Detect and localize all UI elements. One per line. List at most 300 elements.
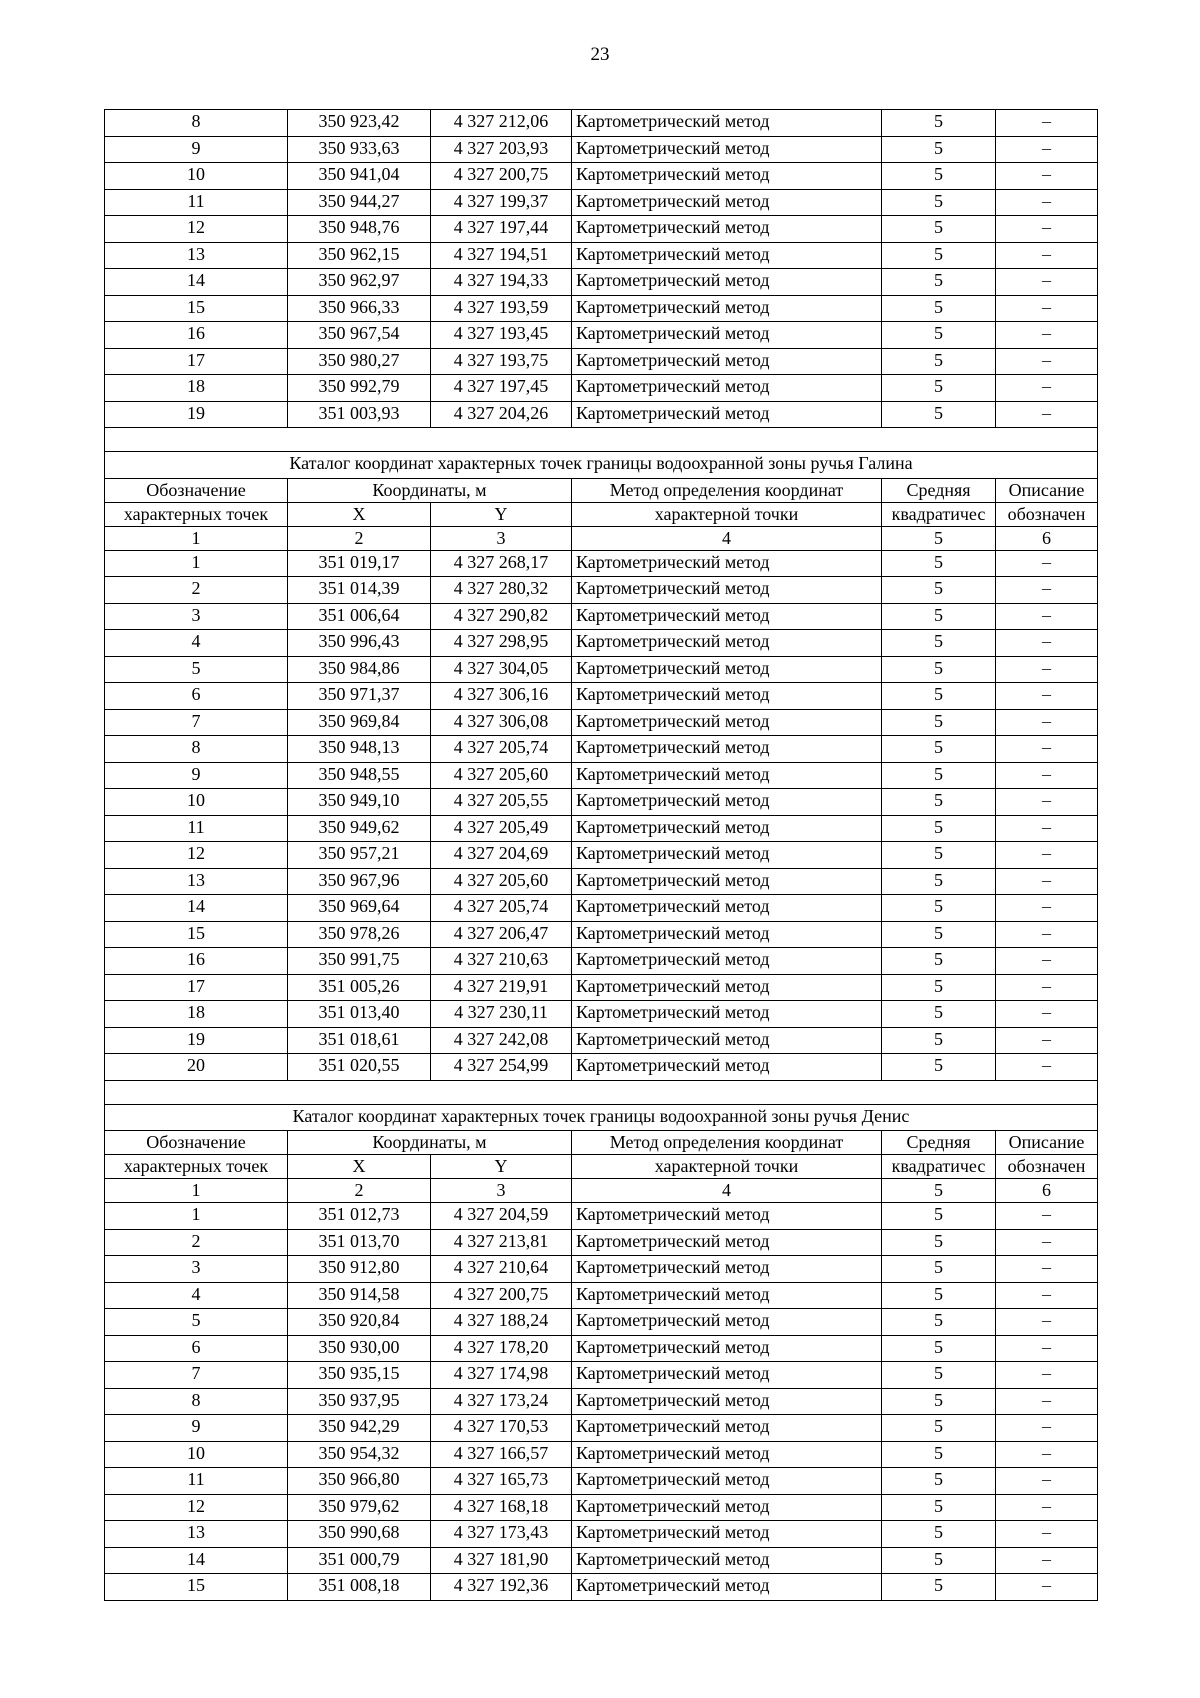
description-cell: – [996,736,1098,763]
x-coordinate: 350 930,00 [288,1335,431,1362]
y-coordinate: 4 327 204,69 [431,842,572,869]
method-cell: Картометрический метод [572,921,882,948]
y-coordinate: 4 327 306,16 [431,683,572,710]
description-cell: – [996,1441,1098,1468]
method-cell: Картометрический метод [572,577,882,604]
table-row [105,375,1098,402]
method-cell: Картометрический метод [572,163,882,190]
point-number: 1 [105,1203,288,1230]
y-coordinate: 4 327 165,73 [431,1468,572,1495]
header-x: X [288,1155,431,1179]
header-accuracy: Средняя [882,1131,996,1155]
point-number: 11 [105,1468,288,1495]
point-number: 17 [105,348,288,375]
point-number: 18 [105,1001,288,1028]
x-coordinate: 350 992,79 [288,375,431,402]
description-cell: – [996,789,1098,816]
method-cell: Картометрический метод [572,136,882,163]
y-coordinate: 4 327 204,59 [431,1203,572,1230]
description-cell: – [996,630,1098,657]
description-cell: – [996,163,1098,190]
description-cell: – [996,348,1098,375]
accuracy-cell: 5 [882,189,996,216]
y-coordinate: 4 327 280,32 [431,577,572,604]
method-cell: Картометрический метод [572,789,882,816]
point-number: 2 [105,1229,288,1256]
x-coordinate: 350 957,21 [288,842,431,869]
header-coordinates: Координаты, м [288,478,572,502]
accuracy-cell: 5 [882,736,996,763]
description-cell: – [996,110,1098,137]
table-row [105,1256,1098,1283]
description-cell: – [996,921,1098,948]
x-coordinate: 350 949,62 [288,815,431,842]
accuracy-cell: 5 [882,1574,996,1601]
header-column-number: 1 [105,526,288,550]
y-coordinate: 4 327 200,75 [431,163,572,190]
accuracy-cell: 5 [882,1256,996,1283]
point-number: 13 [105,1521,288,1548]
description-cell: – [996,974,1098,1001]
header-method-cont: характерной точки [572,502,882,526]
method-cell: Картометрический метод [572,110,882,137]
y-coordinate: 4 327 304,05 [431,656,572,683]
description-cell: – [996,1388,1098,1415]
method-cell: Картометрический метод [572,1203,882,1230]
table-row [105,1574,1098,1601]
y-coordinate: 4 327 298,95 [431,630,572,657]
point-number: 16 [105,948,288,975]
x-coordinate: 351 013,70 [288,1229,431,1256]
header-column-number: 2 [288,1179,431,1203]
header-column-number: 3 [431,1179,572,1203]
section-gap-row [105,428,1098,452]
point-number: 12 [105,1494,288,1521]
method-cell: Картометрический метод [572,295,882,322]
table-row [105,401,1098,428]
accuracy-cell: 5 [882,1521,996,1548]
method-cell: Картометрический метод [572,630,882,657]
point-number: 13 [105,242,288,269]
accuracy-cell: 5 [882,1415,996,1442]
header-description: Описание [996,1131,1098,1155]
accuracy-cell: 5 [882,1027,996,1054]
table-row [105,269,1098,296]
header-column-number: 5 [882,526,996,550]
x-coordinate: 350 978,26 [288,921,431,948]
x-coordinate: 350 937,95 [288,1388,431,1415]
table-row [105,577,1098,604]
header-accuracy: Средняя [882,478,996,502]
header-column-number: 6 [996,1179,1098,1203]
method-cell: Картометрический метод [572,868,882,895]
method-cell: Картометрический метод [572,1309,882,1336]
point-number: 15 [105,295,288,322]
method-cell: Картометрический метод [572,216,882,243]
header-column-number: 5 [882,1179,996,1203]
method-cell: Картометрический метод [572,842,882,869]
table-row [105,550,1098,577]
table-row [105,1468,1098,1495]
point-number: 14 [105,269,288,296]
table-row [105,842,1098,869]
description-cell: – [996,189,1098,216]
description-cell: – [996,1027,1098,1054]
y-coordinate: 4 327 199,37 [431,189,572,216]
accuracy-cell: 5 [882,242,996,269]
section-title-row [105,1104,1098,1131]
table-row [105,1001,1098,1028]
header-column-number: 4 [572,526,882,550]
y-coordinate: 4 327 205,49 [431,815,572,842]
x-coordinate: 350 935,15 [288,1362,431,1389]
y-coordinate: 4 327 193,75 [431,348,572,375]
header-row [105,1155,1098,1179]
header-column-number: 4 [572,1179,882,1203]
accuracy-cell: 5 [882,683,996,710]
description-cell: – [996,1309,1098,1336]
method-cell: Картометрический метод [572,1521,882,1548]
y-coordinate: 4 327 213,81 [431,1229,572,1256]
point-number: 6 [105,683,288,710]
point-number: 15 [105,921,288,948]
table-row [105,295,1098,322]
section-title: Каталог координат характерных точек границы водоохранной зоны ручья Денис [105,1104,1098,1131]
description-cell: – [996,1574,1098,1601]
x-coordinate: 350 914,58 [288,1282,431,1309]
y-coordinate: 4 327 194,33 [431,269,572,296]
x-coordinate: 350 912,80 [288,1256,431,1283]
point-number: 8 [105,1388,288,1415]
point-number: 12 [105,216,288,243]
x-coordinate: 350 933,63 [288,136,431,163]
section-gap-row [105,1080,1098,1104]
point-number: 12 [105,842,288,869]
x-coordinate: 350 948,76 [288,216,431,243]
y-coordinate: 4 327 188,24 [431,1309,572,1336]
table-row [105,1415,1098,1442]
table-row [105,762,1098,789]
table-row [105,348,1098,375]
method-cell: Картометрический метод [572,1054,882,1081]
page-number: 23 [590,44,610,65]
y-coordinate: 4 327 230,11 [431,1001,572,1028]
description-cell: – [996,603,1098,630]
y-coordinate: 4 327 212,06 [431,110,572,137]
x-coordinate: 351 014,39 [288,577,431,604]
x-coordinate: 351 019,17 [288,550,431,577]
point-number: 14 [105,1547,288,1574]
description-cell: – [996,242,1098,269]
point-number: 19 [105,1027,288,1054]
catalog-body [105,110,1098,1601]
method-cell: Картометрический метод [572,1574,882,1601]
accuracy-cell: 5 [882,1309,996,1336]
description-cell: – [996,1001,1098,1028]
x-coordinate: 350 954,32 [288,1441,431,1468]
description-cell: – [996,1203,1098,1230]
description-cell: – [996,322,1098,349]
point-number: 18 [105,375,288,402]
method-cell: Картометрический метод [572,401,882,428]
y-coordinate: 4 327 205,60 [431,762,572,789]
method-cell: Картометрический метод [572,1388,882,1415]
point-number: 4 [105,630,288,657]
header-method-cont: характерной точки [572,1155,882,1179]
description-cell: – [996,1468,1098,1495]
description-cell: – [996,815,1098,842]
point-number: 10 [105,163,288,190]
gap-cell [105,1080,1098,1104]
accuracy-cell: 5 [882,762,996,789]
x-coordinate: 350 980,27 [288,348,431,375]
x-coordinate: 350 962,97 [288,269,431,296]
table-row [105,1388,1098,1415]
header-accuracy-cont: квадратичес [882,502,996,526]
table-row [105,1282,1098,1309]
coordinates-catalog-table [104,109,1098,1601]
description-cell: – [996,295,1098,322]
description-cell: – [996,1494,1098,1521]
table-row [105,921,1098,948]
description-cell: – [996,1415,1098,1442]
method-cell: Картометрический метод [572,1256,882,1283]
method-cell: Картометрический метод [572,189,882,216]
description-cell: – [996,375,1098,402]
accuracy-cell: 5 [882,656,996,683]
accuracy-cell: 5 [882,1494,996,1521]
section-title: Каталог координат характерных точек границы водоохранной зоны ручья Галина [105,452,1098,479]
accuracy-cell: 5 [882,348,996,375]
x-coordinate: 351 013,40 [288,1001,431,1028]
point-number: 9 [105,136,288,163]
point-number: 9 [105,1415,288,1442]
header-method: Метод определения координат [572,1131,882,1155]
method-cell: Картометрический метод [572,1335,882,1362]
method-cell: Картометрический метод [572,1362,882,1389]
table-row [105,189,1098,216]
table-row [105,603,1098,630]
description-cell: – [996,683,1098,710]
y-coordinate: 4 327 205,60 [431,868,572,895]
x-coordinate: 350 948,55 [288,762,431,789]
table-row [105,110,1098,137]
y-coordinate: 4 327 170,53 [431,1415,572,1442]
x-coordinate: 350 990,68 [288,1521,431,1548]
accuracy-cell: 5 [882,1282,996,1309]
point-number: 10 [105,1441,288,1468]
accuracy-cell: 5 [882,1388,996,1415]
method-cell: Картометрический метод [572,1494,882,1521]
x-coordinate: 350 979,62 [288,1494,431,1521]
table-row [105,216,1098,243]
header-row [105,1131,1098,1155]
x-coordinate: 350 941,04 [288,163,431,190]
accuracy-cell: 5 [882,603,996,630]
x-coordinate: 350 923,42 [288,110,431,137]
point-number: 11 [105,189,288,216]
point-number: 5 [105,656,288,683]
accuracy-cell: 5 [882,1001,996,1028]
x-coordinate: 351 003,93 [288,401,431,428]
accuracy-cell: 5 [882,110,996,137]
accuracy-cell: 5 [882,577,996,604]
y-coordinate: 4 327 197,45 [431,375,572,402]
x-coordinate: 350 944,27 [288,189,431,216]
table-row [105,1521,1098,1548]
x-coordinate: 350 949,10 [288,789,431,816]
accuracy-cell: 5 [882,921,996,948]
method-cell: Картометрический метод [572,375,882,402]
header-method: Метод определения координат [572,478,882,502]
point-number: 4 [105,1282,288,1309]
accuracy-cell: 5 [882,322,996,349]
table-row [105,656,1098,683]
header-y: Y [431,502,572,526]
point-number: 20 [105,1054,288,1081]
table-row [105,683,1098,710]
y-coordinate: 4 327 290,82 [431,603,572,630]
description-cell: – [996,895,1098,922]
description-cell: – [996,1547,1098,1574]
y-coordinate: 4 327 205,74 [431,736,572,763]
header-description-cont: обозначен [996,1155,1098,1179]
accuracy-cell: 5 [882,815,996,842]
y-coordinate: 4 327 204,26 [431,401,572,428]
description-cell: – [996,762,1098,789]
y-coordinate: 4 327 173,43 [431,1521,572,1548]
x-coordinate: 350 969,84 [288,709,431,736]
description-cell: – [996,1256,1098,1283]
x-coordinate: 351 000,79 [288,1547,431,1574]
table-row [105,136,1098,163]
description-cell: – [996,1282,1098,1309]
table-row [105,789,1098,816]
y-coordinate: 4 327 203,93 [431,136,572,163]
point-number: 19 [105,401,288,428]
header-column-number: 6 [996,526,1098,550]
header-point-designation: Обозначение [105,1131,288,1155]
y-coordinate: 4 327 219,91 [431,974,572,1001]
method-cell: Картометрический метод [572,1547,882,1574]
point-number: 2 [105,577,288,604]
header-x: X [288,502,431,526]
point-number: 3 [105,603,288,630]
method-cell: Картометрический метод [572,550,882,577]
method-cell: Картометрический метод [572,683,882,710]
point-number: 7 [105,1362,288,1389]
y-coordinate: 4 327 205,74 [431,895,572,922]
description-cell: – [996,1521,1098,1548]
header-coordinates: Координаты, м [288,1131,572,1155]
point-number: 8 [105,736,288,763]
table-row [105,1203,1098,1230]
accuracy-cell: 5 [882,709,996,736]
point-number: 15 [105,1574,288,1601]
table-row [105,630,1098,657]
x-coordinate: 350 966,33 [288,295,431,322]
description-cell: – [996,709,1098,736]
description-cell: – [996,868,1098,895]
y-coordinate: 4 327 205,55 [431,789,572,816]
x-coordinate: 350 967,54 [288,322,431,349]
x-coordinate: 351 012,73 [288,1203,431,1230]
gap-cell [105,428,1098,452]
table-row [105,1054,1098,1081]
description-cell: – [996,550,1098,577]
point-number: 13 [105,868,288,895]
header-row [105,478,1098,502]
accuracy-cell: 5 [882,163,996,190]
description-cell: – [996,1229,1098,1256]
y-coordinate: 4 327 193,45 [431,322,572,349]
method-cell: Картометрический метод [572,269,882,296]
accuracy-cell: 5 [882,868,996,895]
method-cell: Картометрический метод [572,1229,882,1256]
table-row [105,1027,1098,1054]
accuracy-cell: 5 [882,1203,996,1230]
header-description-cont: обозначен [996,502,1098,526]
point-number: 11 [105,815,288,842]
accuracy-cell: 5 [882,842,996,869]
accuracy-cell: 5 [882,789,996,816]
table-row [105,1441,1098,1468]
accuracy-cell: 5 [882,1229,996,1256]
x-coordinate: 350 996,43 [288,630,431,657]
y-coordinate: 4 327 178,20 [431,1335,572,1362]
header-number-row [105,1179,1098,1203]
header-column-number: 1 [105,1179,288,1203]
y-coordinate: 4 327 174,98 [431,1362,572,1389]
accuracy-cell: 5 [882,895,996,922]
method-cell: Картометрический метод [572,656,882,683]
table-row [105,736,1098,763]
description-cell: – [996,401,1098,428]
description-cell: – [996,269,1098,296]
method-cell: Картометрический метод [572,762,882,789]
x-coordinate: 350 942,29 [288,1415,431,1442]
description-cell: – [996,656,1098,683]
accuracy-cell: 5 [882,1547,996,1574]
header-y: Y [431,1155,572,1179]
accuracy-cell: 5 [882,136,996,163]
point-number: 9 [105,762,288,789]
table-row [105,815,1098,842]
x-coordinate: 350 962,15 [288,242,431,269]
header-column-number: 2 [288,526,431,550]
x-coordinate: 350 966,80 [288,1468,431,1495]
x-coordinate: 350 948,13 [288,736,431,763]
accuracy-cell: 5 [882,1441,996,1468]
x-coordinate: 350 991,75 [288,948,431,975]
point-number: 3 [105,1256,288,1283]
x-coordinate: 351 005,26 [288,974,431,1001]
y-coordinate: 4 327 210,63 [431,948,572,975]
x-coordinate: 351 020,55 [288,1054,431,1081]
method-cell: Картометрический метод [572,603,882,630]
method-cell: Картометрический метод [572,348,882,375]
description-cell: – [996,948,1098,975]
table-row [105,1309,1098,1336]
table-row [105,948,1098,975]
method-cell: Картометрический метод [572,974,882,1001]
method-cell: Картометрический метод [572,709,882,736]
method-cell: Картометрический метод [572,1415,882,1442]
method-cell: Картометрический метод [572,1468,882,1495]
x-coordinate: 350 971,37 [288,683,431,710]
description-cell: – [996,136,1098,163]
accuracy-cell: 5 [882,295,996,322]
